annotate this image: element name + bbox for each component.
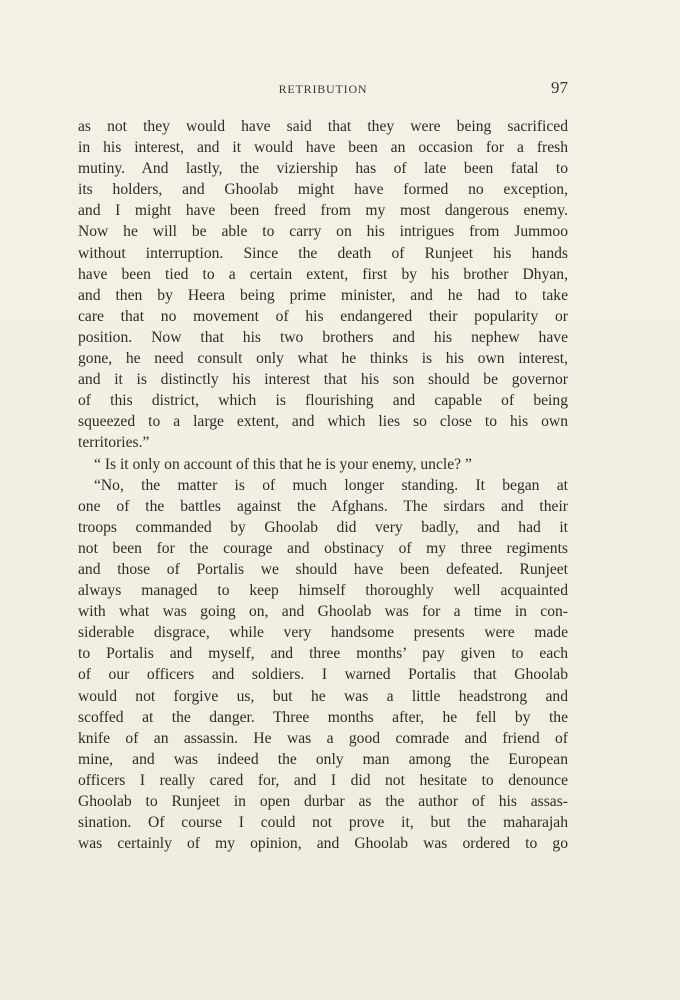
text-line: and those of Portalis we should have been defeated. Runjeet: [78, 560, 568, 578]
text-line: Ghoolab to Runjeet in open durbar as the author of his assas-: [78, 793, 568, 810]
text-line: “ Is it only on account of this that he is your enemy, uncle? ”: [94, 455, 472, 473]
running-head: [78, 80, 568, 100]
text-line: sination. Of course I could not prove it, but the maharajah: [78, 814, 568, 832]
text-line: position. Now that his two brothers and his nephew have: [78, 328, 568, 346]
page-number: 97: [551, 78, 568, 97]
text-line: and I might have been freed from my most dangerous enemy.: [78, 202, 568, 220]
text-line: troops commanded by Ghoolab did very badly, and had it: [78, 518, 568, 536]
text-line: mutiny. And lastly, the viziership has of late been fatal to: [78, 160, 568, 178]
text-line: of this district, which is flourishing and capable of being: [78, 392, 568, 410]
text-line: gone, he need consult only what he thinks is his own interest,: [78, 350, 568, 368]
text-line: Now he will be able to carry on his intrigues from Jummoo: [78, 223, 568, 241]
text-line: squeezed to a large extent, and which lies so close to his own: [78, 413, 568, 431]
text-line: always managed to keep himself thoroughly well acquainted: [78, 582, 568, 600]
text-line: “No, the matter is of much longer standing. It began at: [94, 476, 568, 494]
text-line: to Portalis and myself, and three months’ pay given to each: [78, 645, 568, 663]
text-line: officers I really cared for, and I did not hesitate to denounce: [78, 771, 568, 789]
text-line: and it is distinctly his interest that his son should be governor: [78, 371, 568, 389]
text-line: knife of an assassin. He was a good comrade and friend of: [78, 729, 568, 747]
running-head-title: RETRIBUTION: [278, 82, 368, 96]
body-text: [78, 116, 568, 854]
text-line: as not they would have said that they were being sacrificed: [78, 118, 568, 135]
text-line: one of the battles against the Afghans. The sirdars and their: [78, 497, 568, 515]
text-line: and then by Heera being prime minister, and he had to take: [78, 286, 568, 304]
text-line: would not forgive us, but he was a little headstrong and: [78, 687, 568, 705]
text-line: siderable disgrace, while very handsome presents were made: [78, 624, 568, 642]
text-line: with what was going on, and Ghoolab was for a time in con-: [78, 603, 568, 621]
text-line: scoffed at the danger. Three months after, he fell by the: [78, 708, 568, 726]
text-line: in his interest, and it would have been an occasion for a fresh: [78, 139, 568, 157]
text-line: without interruption. Since the death of Runjeet his hands: [78, 244, 568, 262]
text-line: territories.”: [78, 434, 150, 452]
text-line: was certainly of my opinion, and Ghoolab was ordered to go: [78, 835, 568, 853]
text-line: its holders, and Ghoolab might have formed no exception,: [78, 181, 568, 199]
text-line: care that no movement of his endangered their popularity or: [78, 307, 568, 325]
text-line: not been for the courage and obstinacy of my three regiments: [78, 539, 568, 557]
text-line: mine, and was indeed the only man among the European: [78, 750, 568, 768]
text-line: have been tied to a certain extent, first by his brother Dhyan,: [78, 265, 568, 283]
text-line: of our officers and soldiers. I warned Portalis that Ghoolab: [78, 666, 568, 684]
